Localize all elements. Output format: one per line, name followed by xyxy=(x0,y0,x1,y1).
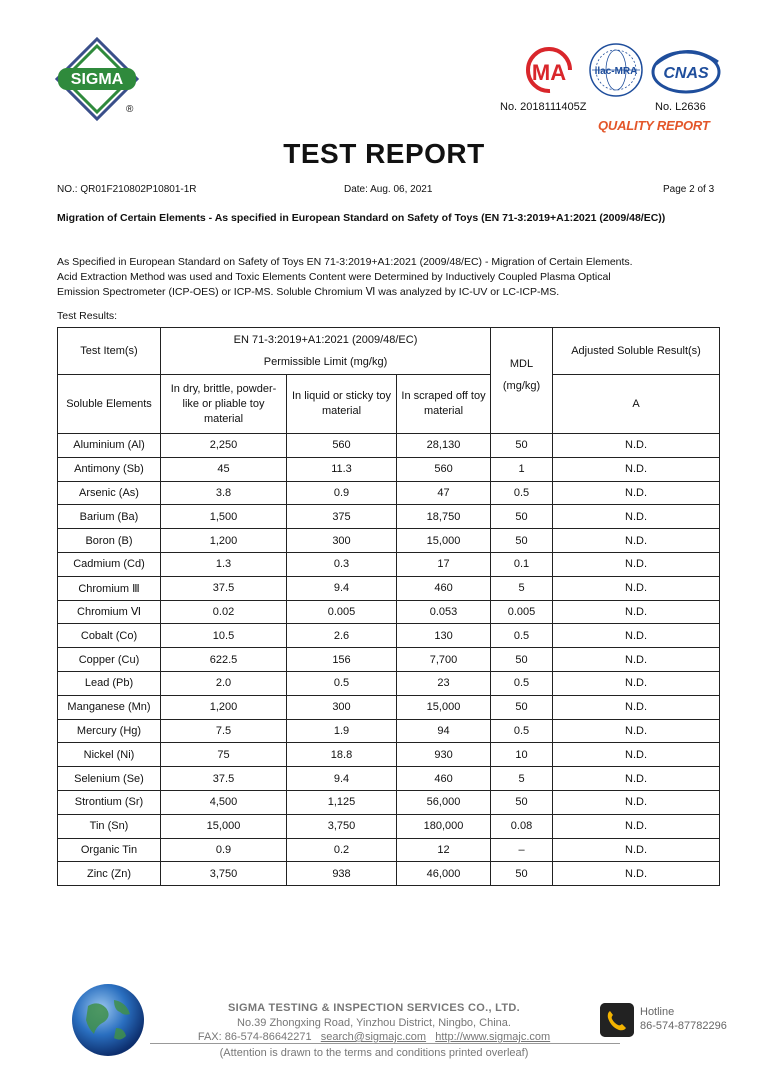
cell-liquid-limit: 18.8 xyxy=(287,743,397,767)
cell-scraped-limit: 15,000 xyxy=(397,695,491,719)
cell-result: N.D. xyxy=(553,624,720,648)
cnas-logo-text: CNAS xyxy=(663,65,709,82)
cell-result: N.D. xyxy=(553,600,720,624)
table-row xyxy=(58,814,720,838)
cell-element: Aluminium (Al) xyxy=(58,434,161,458)
table-row xyxy=(58,695,720,719)
cell-element: Antimony (Sb) xyxy=(58,457,161,481)
header-permissible-limit: Permissible Limit (mg/kg) xyxy=(263,356,388,368)
cell-dry-limit: 3.8 xyxy=(161,481,287,505)
table-row xyxy=(58,457,720,481)
table-row xyxy=(58,576,720,600)
cell-dry-limit: 45 xyxy=(161,457,287,481)
registered-mark: ® xyxy=(126,104,134,115)
cell-result: N.D. xyxy=(553,434,720,458)
footer-email-link[interactable]: search@sigmajc.com xyxy=(320,1031,427,1043)
cell-liquid-limit: 300 xyxy=(287,695,397,719)
cell-dry-limit: 10.5 xyxy=(161,624,287,648)
table-row xyxy=(58,624,720,648)
cell-result: N.D. xyxy=(553,481,720,505)
cell-liquid-limit: 1,125 xyxy=(287,790,397,814)
cell-result: N.D. xyxy=(553,671,720,695)
cell-element: Lead (Pb) xyxy=(58,671,161,695)
cell-scraped-limit: 17 xyxy=(397,552,491,576)
cell-liquid-limit: 300 xyxy=(287,529,397,553)
cnas-logo xyxy=(650,44,722,96)
cell-mdl: 0.005 xyxy=(491,600,553,624)
cell-liquid-limit: 156 xyxy=(287,648,397,672)
header-mdl-label: MDL xyxy=(509,357,534,370)
method-description xyxy=(57,255,722,300)
page-title: TEST REPORT xyxy=(283,138,485,169)
cell-mdl: 5 xyxy=(491,767,553,791)
cell-mdl: – xyxy=(491,838,553,862)
cell-dry-limit: 3,750 xyxy=(161,862,287,886)
cell-liquid-limit: 9.4 xyxy=(287,767,397,791)
cell-mdl: 5 xyxy=(491,576,553,600)
table-row xyxy=(58,743,720,767)
cell-liquid-limit: 1.9 xyxy=(287,719,397,743)
cell-mdl: 0.08 xyxy=(491,814,553,838)
cell-result: N.D. xyxy=(553,743,720,767)
header-dry-material: In dry, brittle, powder-like or pliable toy material xyxy=(161,375,287,434)
table-row xyxy=(58,505,720,529)
cell-scraped-limit: 12 xyxy=(397,838,491,862)
cell-liquid-limit: 0.9 xyxy=(287,481,397,505)
header-mdl xyxy=(491,328,553,434)
table-body xyxy=(58,434,720,886)
description-line: Emission Spectrometer (ICP-OES) or ICP-MS. Soluble Chromium Ⅵ was analyzed by IC-UV or LC-ICP-MS. xyxy=(57,286,560,298)
ma-logo xyxy=(520,44,578,96)
cell-scraped-limit: 180,000 xyxy=(397,814,491,838)
footer-fax: FAX: 86-574-86642271 xyxy=(197,1031,312,1043)
cell-result: N.D. xyxy=(553,648,720,672)
cell-element: Boron (B) xyxy=(58,529,161,553)
cell-mdl: 50 xyxy=(491,790,553,814)
cell-dry-limit: 75 xyxy=(161,743,287,767)
test-results-label: Test Results: xyxy=(57,310,118,322)
cell-element: Organic Tin xyxy=(58,838,161,862)
cell-element: Arsenic (As) xyxy=(58,481,161,505)
cell-mdl: 50 xyxy=(491,505,553,529)
cell-liquid-limit: 0.5 xyxy=(287,671,397,695)
cell-result: N.D. xyxy=(553,552,720,576)
footer-attention: (Attention is drawn to the terms and conditions printed overleaf) xyxy=(219,1047,529,1059)
cell-element: Copper (Cu) xyxy=(58,648,161,672)
cell-dry-limit: 622.5 xyxy=(161,648,287,672)
cell-mdl: 50 xyxy=(491,862,553,886)
cell-liquid-limit: 0.3 xyxy=(287,552,397,576)
hotline-label: Hotline xyxy=(640,1006,675,1018)
cell-element: Barium (Ba) xyxy=(58,505,161,529)
cell-dry-limit: 2.0 xyxy=(161,671,287,695)
table-row xyxy=(58,434,720,458)
cell-mdl: 50 xyxy=(491,648,553,672)
table-row xyxy=(58,862,720,886)
cell-dry-limit: 0.02 xyxy=(161,600,287,624)
cell-result: N.D. xyxy=(553,767,720,791)
report-number: NO.: QR01F210802P10801-1R xyxy=(57,184,197,195)
cell-result: N.D. xyxy=(553,838,720,862)
cell-liquid-limit: 11.3 xyxy=(287,457,397,481)
header-test-item: Test Item(s) xyxy=(58,328,161,375)
table-row xyxy=(58,600,720,624)
cell-result: N.D. xyxy=(553,529,720,553)
cell-element: Manganese (Mn) xyxy=(58,695,161,719)
cell-liquid-limit: 0.005 xyxy=(287,600,397,624)
cell-mdl: 50 xyxy=(491,529,553,553)
table-row xyxy=(58,481,720,505)
ma-number: No. 2018111405Z xyxy=(500,101,587,113)
quality-report-label: QUALITY REPORT xyxy=(598,118,710,133)
cell-scraped-limit: 130 xyxy=(397,624,491,648)
ilac-mra-text: ilac-MRA xyxy=(594,66,638,77)
cell-mdl: 10 xyxy=(491,743,553,767)
cell-dry-limit: 1.3 xyxy=(161,552,287,576)
cell-mdl: 0.5 xyxy=(491,624,553,648)
page-number: Page 2 of 3 xyxy=(663,184,715,195)
header-mdl-unit: (mg/kg) xyxy=(502,379,541,392)
cell-scraped-limit: 18,750 xyxy=(397,505,491,529)
footer-website-link[interactable]: http://www.sigmajc.com xyxy=(435,1031,551,1043)
table-row xyxy=(58,552,720,576)
header-sample-a: A xyxy=(553,375,720,434)
header-scraped-material: In scraped off toy material xyxy=(397,375,491,434)
cell-scraped-limit: 7,700 xyxy=(397,648,491,672)
cell-mdl: 0.5 xyxy=(491,671,553,695)
table-row xyxy=(58,671,720,695)
header-soluble-elements: Soluble Elements xyxy=(58,375,161,434)
cell-dry-limit: 7.5 xyxy=(161,719,287,743)
cell-scraped-limit: 56,000 xyxy=(397,790,491,814)
cell-scraped-limit: 28,130 xyxy=(397,434,491,458)
table-row xyxy=(58,719,720,743)
cell-scraped-limit: 15,000 xyxy=(397,529,491,553)
phone-icon xyxy=(600,1003,634,1037)
cell-dry-limit: 1,500 xyxy=(161,505,287,529)
cell-scraped-limit: 560 xyxy=(397,457,491,481)
cell-dry-limit: 2,250 xyxy=(161,434,287,458)
cell-element: Chromium Ⅲ xyxy=(58,576,161,600)
cell-liquid-limit: 3,750 xyxy=(287,814,397,838)
cell-mdl: 50 xyxy=(491,695,553,719)
footer-company: SIGMA TESTING & INSPECTION SERVICES CO., LTD. xyxy=(228,1002,520,1014)
table-row xyxy=(58,767,720,791)
cell-mdl: 0.5 xyxy=(491,481,553,505)
cell-liquid-limit: 9.4 xyxy=(287,576,397,600)
footer-divider xyxy=(150,1043,620,1044)
cell-dry-limit: 1,200 xyxy=(161,529,287,553)
table-row xyxy=(58,648,720,672)
cell-liquid-limit: 375 xyxy=(287,505,397,529)
cell-scraped-limit: 94 xyxy=(397,719,491,743)
section-title: Migration of Certain Elements - As specified in European Standard on Safety of Toys (EN 71-3:2019+A1:2021 (2009/48/EC)) xyxy=(57,212,666,224)
cell-result: N.D. xyxy=(553,695,720,719)
cell-result: N.D. xyxy=(553,862,720,886)
cell-dry-limit: 1,200 xyxy=(161,695,287,719)
cell-dry-limit: 15,000 xyxy=(161,814,287,838)
cell-scraped-limit: 930 xyxy=(397,743,491,767)
cell-element: Cobalt (Co) xyxy=(58,624,161,648)
report-date: Date: Aug. 06, 2021 xyxy=(344,184,433,195)
cell-result: N.D. xyxy=(553,719,720,743)
cell-result: N.D. xyxy=(553,814,720,838)
cell-mdl: 50 xyxy=(491,434,553,458)
results-table xyxy=(57,327,720,886)
ma-logo-text: MA xyxy=(531,60,567,85)
ilac-mra-logo xyxy=(586,42,646,98)
cell-element: Tin (Sn) xyxy=(58,814,161,838)
cell-mdl: 0.5 xyxy=(491,719,553,743)
cell-element: Chromium Ⅵ xyxy=(58,600,161,624)
cell-scraped-limit: 23 xyxy=(397,671,491,695)
header-liquid-material: In liquid or sticky toy material xyxy=(287,375,397,434)
cell-mdl: 0.1 xyxy=(491,552,553,576)
hotline xyxy=(640,1005,727,1033)
cell-mdl: 1 xyxy=(491,457,553,481)
cell-dry-limit: 0.9 xyxy=(161,838,287,862)
description-line: As Specified in European Standard on Safety of Toys EN 71-3:2019+A1:2021 (2009/48/EC) - Migration of Certain Elements. xyxy=(57,256,633,268)
table-row xyxy=(58,529,720,553)
cell-result: N.D. xyxy=(553,576,720,600)
header-adjusted-result: Adjusted Soluble Result(s) xyxy=(553,328,720,375)
cell-liquid-limit: 560 xyxy=(287,434,397,458)
header-standard-name: EN 71-3:2019+A1:2021 (2009/48/EC) xyxy=(233,334,418,346)
cell-element: Zinc (Zn) xyxy=(58,862,161,886)
cell-dry-limit: 37.5 xyxy=(161,767,287,791)
cell-element: Selenium (Se) xyxy=(58,767,161,791)
cell-dry-limit: 37.5 xyxy=(161,576,287,600)
cell-liquid-limit: 938 xyxy=(287,862,397,886)
cell-result: N.D. xyxy=(553,505,720,529)
cnas-number: No. L2636 xyxy=(655,101,706,113)
cell-scraped-limit: 46,000 xyxy=(397,862,491,886)
cell-liquid-limit: 0.2 xyxy=(287,838,397,862)
hotline-number: 86-574-87782296 xyxy=(640,1020,727,1032)
cell-scraped-limit: 47 xyxy=(397,481,491,505)
table-row xyxy=(58,838,720,862)
cell-element: Strontium (Sr) xyxy=(58,790,161,814)
cell-element: Nickel (Ni) xyxy=(58,743,161,767)
cell-scraped-limit: 460 xyxy=(397,767,491,791)
header-standard xyxy=(161,328,491,375)
cell-element: Mercury (Hg) xyxy=(58,719,161,743)
cell-result: N.D. xyxy=(553,790,720,814)
sigma-logo-text: SIGMA xyxy=(70,71,124,88)
cell-result: N.D. xyxy=(553,457,720,481)
description-line: Acid Extraction Method was used and Toxic Elements Content were Determined by Inductively Coupled Plasma Optical xyxy=(57,271,611,283)
cell-scraped-limit: 460 xyxy=(397,576,491,600)
cell-element: Cadmium (Cd) xyxy=(58,552,161,576)
footer-address: No.39 Zhongxing Road, Yinzhou District, Ningbo, China. xyxy=(237,1017,511,1029)
cell-liquid-limit: 2.6 xyxy=(287,624,397,648)
cell-dry-limit: 4,500 xyxy=(161,790,287,814)
table-row xyxy=(58,790,720,814)
cell-scraped-limit: 0.053 xyxy=(397,600,491,624)
